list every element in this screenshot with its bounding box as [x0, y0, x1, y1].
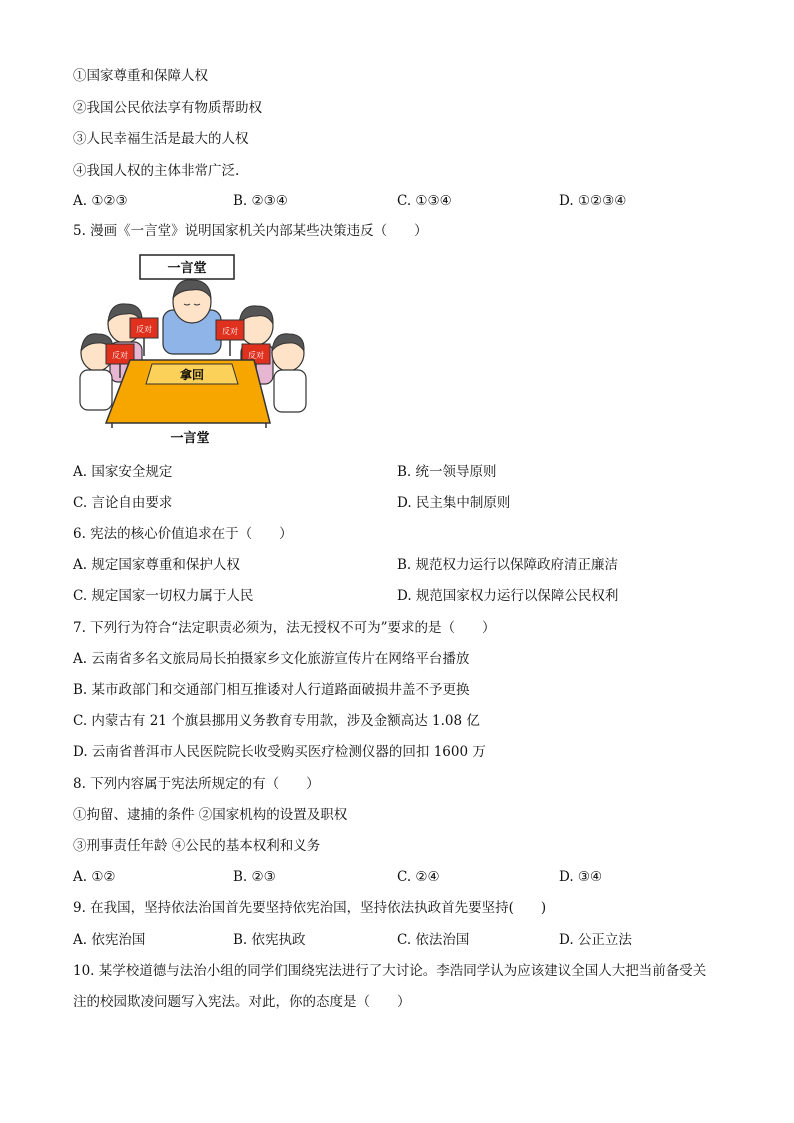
q9-option-d: D. 公正立法 — [559, 932, 632, 948]
q7-option-c: C. 内蒙古有 21 个旗县挪用义务教育专用款，涉及金额高达 1.08 亿 — [73, 713, 480, 729]
q7-stem: 7. 下列行为符合“法定职责必须为，法无授权不可为”要求的是（ ） — [73, 620, 496, 636]
q5-option-c: C. 言论自由要求 — [73, 495, 173, 511]
q4-item-1: ①国家尊重和保障人权 — [73, 68, 208, 84]
q4-item-2: ②我国公民依法享有物质帮助权 — [73, 100, 262, 116]
q7-option-a: A. 云南省多名文旅局局长拍摄家乡文化旅游宣传片在网络平台播放 — [73, 651, 470, 667]
cartoon-caption: 一言堂 — [170, 431, 210, 444]
q6-option-c: C. 规定国家一切权力属于人民 — [73, 588, 254, 604]
q4-item-3: ③人民幸福生活是最大的人权 — [73, 131, 249, 147]
q10-stem-line-1: 10. 某学校道德与法治小组的同学们围绕宪法进行了大讨论。李浩同学认为应该建议全国人大把当前备受关 — [73, 963, 707, 979]
svg-text:反对: 反对 — [222, 327, 238, 336]
q8-items-2: ③刑事责任年龄 ④公民的基本权利和义务 — [73, 838, 321, 854]
q8-option-d: D. ③④ — [559, 869, 603, 885]
cartoon-table-text: 拿回 — [179, 368, 205, 382]
q4-option-a: A. ①②③ — [73, 193, 128, 209]
svg-text:反对: 反对 — [248, 351, 264, 360]
q8-items-1: ①拘留、逮捕的条件 ②国家机构的设置及职权 — [73, 807, 348, 823]
q5-option-a: A. 国家安全规定 — [73, 464, 173, 480]
q5-option-d: D. 民主集中制原则 — [397, 495, 511, 511]
q8-option-a: A. ①② — [73, 869, 116, 885]
q9-option-a: A. 依宪治国 — [73, 932, 146, 948]
q6-option-b: B. 规范权力运行以保障政府清正廉洁 — [397, 557, 619, 573]
q4-option-b: B. ②③④ — [233, 193, 288, 209]
q10-stem-line-2: 注的校园欺凌问题写入宪法。对此，你的态度是（ ） — [73, 994, 411, 1010]
q9-option-b: B. 依宪执政 — [233, 932, 306, 948]
q6-option-d: D. 规范国家权力运行以保障公民权利 — [397, 588, 619, 604]
svg-text:反对: 反对 — [112, 351, 128, 360]
q6-stem: 6. 宪法的核心价值追求在于（ ） — [73, 526, 293, 542]
q9-stem: 9. 在我国，坚持依法治国首先要坚持依宪治国，坚持依法执政首先要坚持( ) — [73, 900, 547, 916]
q5-option-b: B. 统一领导原则 — [397, 464, 497, 480]
q8-stem: 8. 下列内容属于宪法所规定的有（ ） — [73, 776, 320, 792]
q7-option-d: D. 云南省普洱市人民医院院长收受购买医疗检测仪器的回扣 1600 万 — [73, 744, 486, 760]
q4-option-c: C. ①③④ — [397, 193, 452, 209]
q8-option-b: B. ②③ — [233, 869, 276, 885]
q5-stem: 5. 漫画《一言堂》说明国家机关内部某些决策违反（ ） — [73, 223, 428, 239]
q4-item-4: ④我国人权的主体非常广泛. — [73, 163, 240, 179]
cartoon-sign-text: 一言堂 — [167, 261, 207, 276]
yiyantang-cartoon — [70, 252, 332, 444]
q4-option-d: D. ①②③④ — [559, 193, 627, 209]
q8-option-c: C. ②④ — [397, 869, 440, 885]
svg-text:反对: 反对 — [136, 325, 152, 334]
q6-option-a: A. 规定国家尊重和保护人权 — [73, 557, 240, 573]
q7-option-b: B. 某市政部门和交通部门相互推诿对人行道路面破损井盖不予更换 — [73, 682, 470, 698]
q9-option-c: C. 依法治国 — [397, 932, 470, 948]
